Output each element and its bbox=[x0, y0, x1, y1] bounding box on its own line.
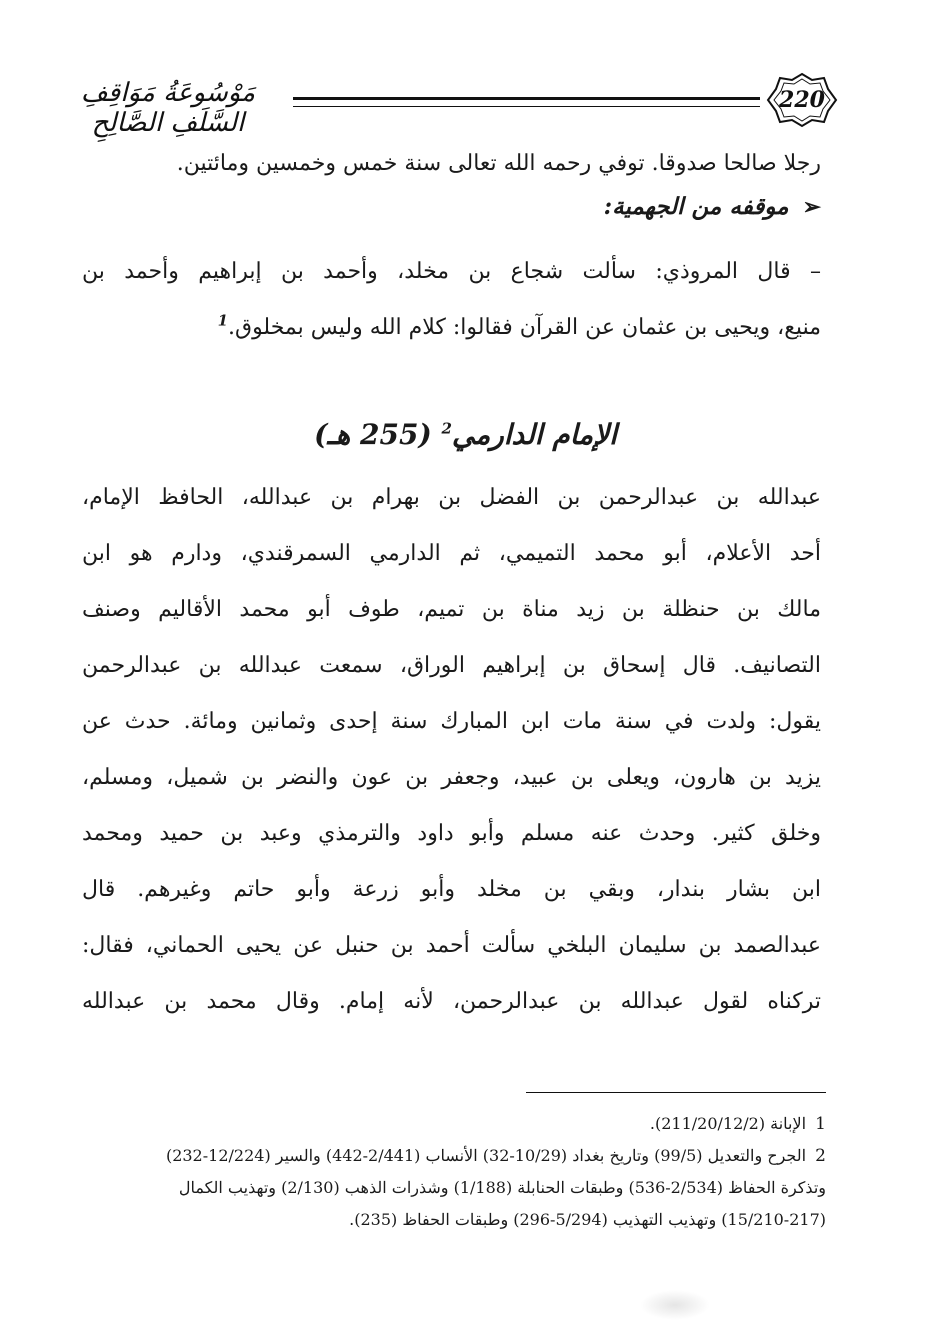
bio-paragraph bbox=[82, 470, 821, 1030]
section-title-date: (255 هـ) bbox=[314, 418, 432, 451]
footnote-ref: 1 bbox=[217, 311, 228, 330]
text-line: وخلق كثير. وحدث عنه مسلم وأبو داود والترمذي وعبد بن حميد ومحمد bbox=[82, 821, 821, 846]
scan-stain bbox=[640, 1290, 710, 1320]
footnote-text: الإبانة (211/20/12/2). bbox=[649, 1114, 807, 1133]
footnote-2-continued: (15/210-217) وتهذيب التهذيب (5/294-296) وطبقات الحفاظ (235). bbox=[349, 1210, 826, 1229]
text-line: عبدالله بن عبدالرحمن بن الفضل بن بهرام بن عبدالله، الحافظ الإمام، bbox=[82, 485, 821, 510]
text-line: التصانيف. قال إسحاق بن إبراهيم الوراق، سمعت عبدالله بن عبدالرحمن bbox=[82, 653, 821, 678]
text-line: يقول: ولدت في سنة مات ابن المبارك سنة إحدى وثمانين ومائة. حدث عن bbox=[82, 709, 821, 734]
footnote-rule bbox=[526, 1092, 826, 1093]
text-line: يزيد بن هارون، ويعلى بن عبيد، وجعفر بن عون والنضر بن شميل، ومسلم، bbox=[82, 765, 821, 790]
book-title: مَوْسُوعَةُ مَوَاقِفِ السَّلَفِ الصَّالِحِ bbox=[80, 78, 256, 138]
section-title-main: الإمام الدارمي bbox=[451, 418, 617, 451]
text-line: مالك بن حنظلة بن زيد مناة بن تميم، طوف أبو محمد الأقاليم وصنف bbox=[82, 597, 821, 622]
page-header bbox=[48, 64, 838, 138]
footnote-2 bbox=[80, 1140, 826, 1172]
sub-heading bbox=[604, 193, 821, 220]
footnote-1 bbox=[80, 1108, 826, 1140]
text-line: تركناه لقول عبدالله بن عبدالرحمن، لأنه إمام. وقال محمد بن عبدالله bbox=[82, 989, 821, 1014]
text-line: أحد الأعلام، أبو محمد التميمي، ثم الدارمي السمرقندي، ودارم هو ابن bbox=[82, 541, 821, 566]
footnote-ref: 2 bbox=[441, 419, 452, 438]
quote-text: منيع، ويحيى بن عثمان عن القرآن فقالوا: كلام الله وليس بمخلوق. bbox=[228, 315, 821, 340]
footnote-text: الجرح والتعديل (99/5) وتاريخ بغداد (10/29-32) الأنساب (2/441-442) والسير (12/224-232) bbox=[165, 1146, 807, 1165]
page-number-badge bbox=[766, 72, 838, 128]
footnote-2-continued: وتذكرة الحفاظ (2/534-536) وطبقات الحنابلة (1/188) وشذرات الذهب (2/130) وتهذيب الكمال bbox=[178, 1178, 826, 1197]
footnote-number: 1 bbox=[815, 1114, 826, 1134]
text-line: عبدالصمد بن سليمان البلخي سألت أحمد بن حنبل عن يحيى الحماني، فقال: bbox=[82, 933, 821, 958]
text-line: ابن بشار بندار، وبقي بن مخلد وأبو زرعة وأبو حاتم وغيرهم. قال bbox=[82, 877, 822, 902]
arrow-icon: ➢ bbox=[802, 194, 821, 220]
header-rule bbox=[293, 97, 760, 107]
text-line: – قال المروذي: سألت شجاع بن مخلد، وأحمد بن إبراهيم وأحمد بن bbox=[82, 259, 821, 284]
page-number: 220 bbox=[779, 87, 825, 113]
footnotes bbox=[80, 1108, 826, 1236]
quote-paragraph bbox=[82, 244, 821, 356]
sub-heading-text: موقفه من الجهمية: bbox=[603, 193, 789, 220]
section-title bbox=[0, 418, 931, 451]
top-paragraph bbox=[82, 136, 821, 192]
footnote-number: 2 bbox=[815, 1146, 826, 1166]
text-line bbox=[82, 300, 821, 356]
text-line: رجلا صالحا صدوقا. توفي رحمه الله تعالى سنة خمس وخمسين ومائتين. bbox=[176, 151, 821, 176]
